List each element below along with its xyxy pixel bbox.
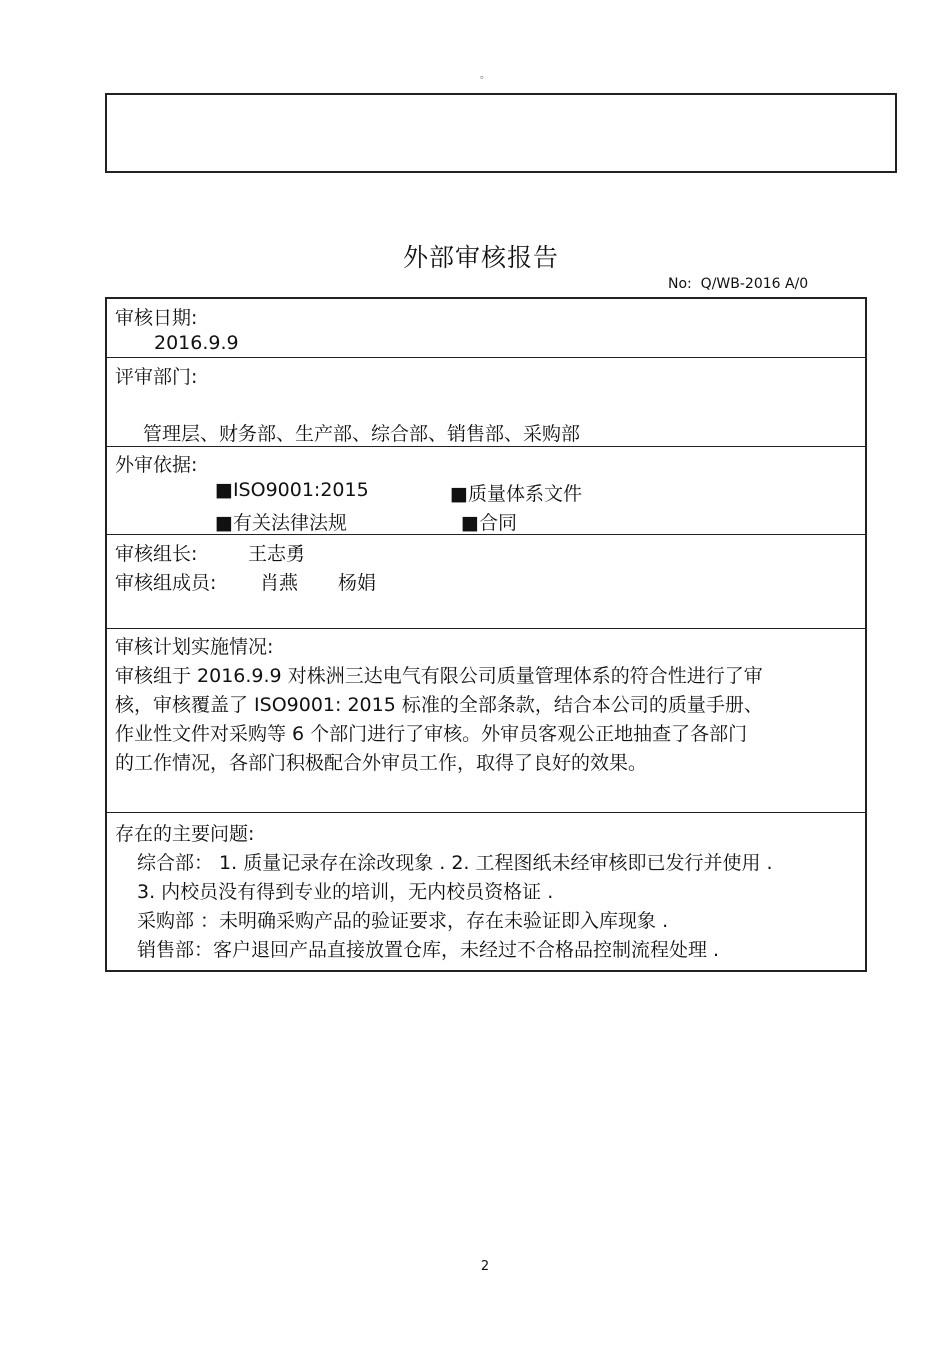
black-square-icon: ■	[215, 512, 233, 534]
basis-item: ■质量体系文件	[450, 483, 582, 505]
members-label: 审核组成员:	[115, 572, 217, 594]
basis-item: ■有关法律法规	[215, 512, 347, 534]
audit-date-label: 审核日期:	[115, 307, 198, 329]
issues-section	[107, 812, 865, 970]
top-mark: 。	[480, 70, 490, 81]
plan-section	[107, 628, 865, 812]
team-section	[107, 534, 865, 628]
black-square-icon: ■	[450, 483, 468, 505]
report-title: 外部审核报告	[402, 243, 559, 272]
leader-name: 王志勇	[248, 543, 306, 565]
plan-line: 作业性文件对采购等 6 个部门进行了审核。外审员客观公正地抽查了各部门	[115, 723, 748, 745]
plan-line: 的工作情况，各部门积极配合外审员工作，取得了良好的效果。	[115, 752, 648, 774]
plan-line: 核，审核覆盖了 ISO9001: 2015 标准的全部条款，结合本公司的质量手册、	[115, 694, 763, 716]
audit-report-table	[105, 297, 867, 972]
header-box	[105, 93, 897, 173]
issue-line: 销售部：客户退回产品直接放置仓库，未经过不合格品控制流程处理 .	[137, 939, 720, 961]
issue-line: 采购部 ：未明确采购产品的验证要求，存在未验证即入库现象 .	[137, 910, 669, 932]
issue-line: 3. 内校员没有得到专业的培训，无内校员资格证 .	[137, 881, 554, 903]
member-name: 杨娟	[338, 572, 377, 594]
basis-section	[107, 446, 865, 534]
doc-no-value: Q/WB-2016 A/0	[700, 276, 809, 292]
issue-line: 综合部： 1. 质量记录存在涂改现象 . 2. 工程图纸未经审核即已发行并使用 .	[137, 852, 773, 874]
member-name: 肖燕	[260, 572, 299, 594]
plan-line: 审核组于 2016.9.9 对株洲三达电气有限公司质量管理体系的符合性进行了审	[115, 665, 763, 687]
departments-label: 评审部门:	[115, 366, 198, 388]
leader-label: 审核组长:	[115, 543, 198, 565]
doc-no-label: No:	[668, 276, 692, 292]
plan-label: 审核计划实施情况:	[115, 636, 274, 658]
departments-section	[107, 357, 865, 446]
departments-value: 管理层、财务部、生产部、综合部、销售部、采购部	[143, 423, 581, 445]
issues-label: 存在的主要问题:	[115, 823, 255, 845]
black-square-icon: ■	[215, 479, 233, 501]
page-number: 2	[480, 1259, 490, 1274]
audit-date-value: 2016.9.9	[154, 332, 239, 354]
audit-date-section	[107, 299, 865, 357]
document-number	[668, 276, 808, 292]
basis-label: 外审依据:	[115, 454, 198, 476]
basis-item: ■合同	[461, 512, 517, 534]
basis-item: ■ISO9001:2015	[215, 479, 369, 501]
black-square-icon: ■	[461, 512, 479, 534]
